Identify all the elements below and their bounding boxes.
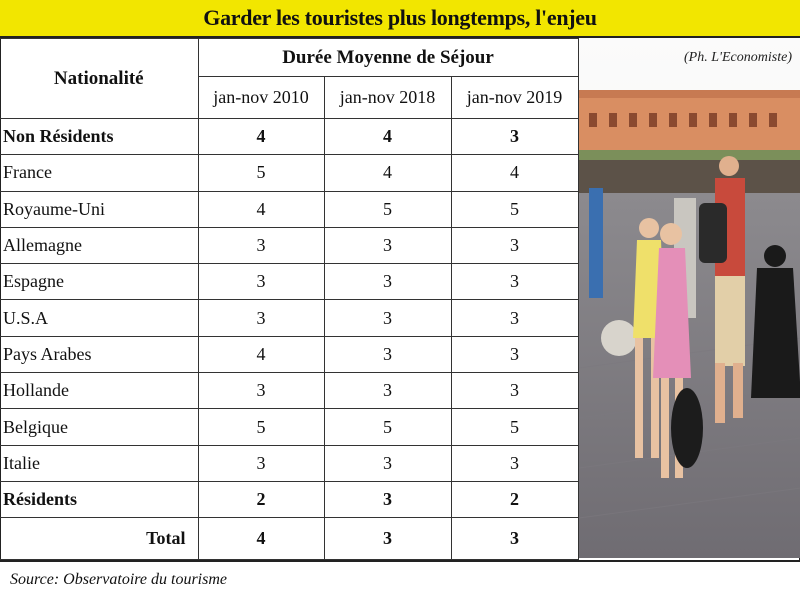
duration-cell: 4 xyxy=(451,155,578,191)
duration-cell: 3 xyxy=(451,373,578,409)
duration-cell: 5 xyxy=(324,409,451,445)
table-row xyxy=(0,264,578,300)
nationality-cell: Hollande xyxy=(0,373,198,409)
year-header-2019: jan-nov 2019 xyxy=(451,77,578,119)
nationality-cell: Résidents xyxy=(0,481,198,517)
duration-cell: 3 xyxy=(324,445,451,481)
nationality-cell: Espagne xyxy=(0,264,198,300)
table-row xyxy=(0,155,578,191)
table-row xyxy=(0,336,578,372)
nationality-header: Nationalité xyxy=(0,39,198,119)
duration-cell: 4 xyxy=(198,336,324,372)
duration-cell: 3 xyxy=(324,264,451,300)
table-row xyxy=(0,409,578,445)
total-cell: 4 xyxy=(198,518,324,560)
stay-duration-table-container xyxy=(0,38,578,560)
duration-cell: 5 xyxy=(198,409,324,445)
duration-cell: 3 xyxy=(198,373,324,409)
table-row xyxy=(0,119,578,155)
tourists-photo xyxy=(578,38,800,558)
duration-cell: 5 xyxy=(451,409,578,445)
duration-cell: 3 xyxy=(451,264,578,300)
duration-cell: 5 xyxy=(451,191,578,227)
nationality-cell: Non Résidents xyxy=(0,119,198,155)
duration-cell: 4 xyxy=(324,155,451,191)
year-header-2010: jan-nov 2010 xyxy=(198,77,324,119)
nationality-cell: Belgique xyxy=(0,409,198,445)
duration-cell: 3 xyxy=(451,300,578,336)
duration-cell: 3 xyxy=(198,300,324,336)
duration-cell: 3 xyxy=(198,264,324,300)
duration-cell: 3 xyxy=(451,119,578,155)
table-row xyxy=(0,191,578,227)
duration-group-header: Durée Moyenne de Séjour xyxy=(198,39,578,77)
duration-cell: 5 xyxy=(198,155,324,191)
duration-cell: 3 xyxy=(324,373,451,409)
duration-cell: 3 xyxy=(324,336,451,372)
duration-cell: 3 xyxy=(451,227,578,263)
duration-cell: 3 xyxy=(324,481,451,517)
table-body xyxy=(0,119,578,560)
table-row xyxy=(0,373,578,409)
duration-cell: 3 xyxy=(198,445,324,481)
total-label: Total xyxy=(0,518,198,560)
nationality-cell: U.S.A xyxy=(0,300,198,336)
duration-cell: 3 xyxy=(324,300,451,336)
tourists-photo-illustration xyxy=(579,38,800,558)
duration-cell: 5 xyxy=(324,191,451,227)
duration-cell: 3 xyxy=(198,227,324,263)
nationality-cell: Italie xyxy=(0,445,198,481)
total-row xyxy=(0,518,578,560)
total-cell: 3 xyxy=(451,518,578,560)
stay-duration-table xyxy=(0,38,579,560)
duration-cell: 2 xyxy=(451,481,578,517)
duration-cell: 2 xyxy=(198,481,324,517)
table-row xyxy=(0,300,578,336)
table-row xyxy=(0,227,578,263)
photo-credit: (Ph. L'Economiste) xyxy=(684,50,792,65)
duration-cell: 4 xyxy=(198,191,324,227)
duration-cell: 3 xyxy=(324,227,451,263)
table-row xyxy=(0,445,578,481)
table-row xyxy=(0,481,578,517)
nationality-cell: Pays Arabes xyxy=(0,336,198,372)
page-title: Garder les touristes plus longtemps, l'enjeu xyxy=(0,0,800,38)
source-note: Source: Observatoire du tourisme xyxy=(0,560,800,600)
duration-cell: 4 xyxy=(198,119,324,155)
duration-cell: 3 xyxy=(451,336,578,372)
total-cell: 3 xyxy=(324,518,451,560)
year-header-2018: jan-nov 2018 xyxy=(324,77,451,119)
duration-cell: 3 xyxy=(451,445,578,481)
nationality-cell: France xyxy=(0,155,198,191)
nationality-cell: Allemagne xyxy=(0,227,198,263)
duration-cell: 4 xyxy=(324,119,451,155)
nationality-cell: Royaume-Uni xyxy=(0,191,198,227)
